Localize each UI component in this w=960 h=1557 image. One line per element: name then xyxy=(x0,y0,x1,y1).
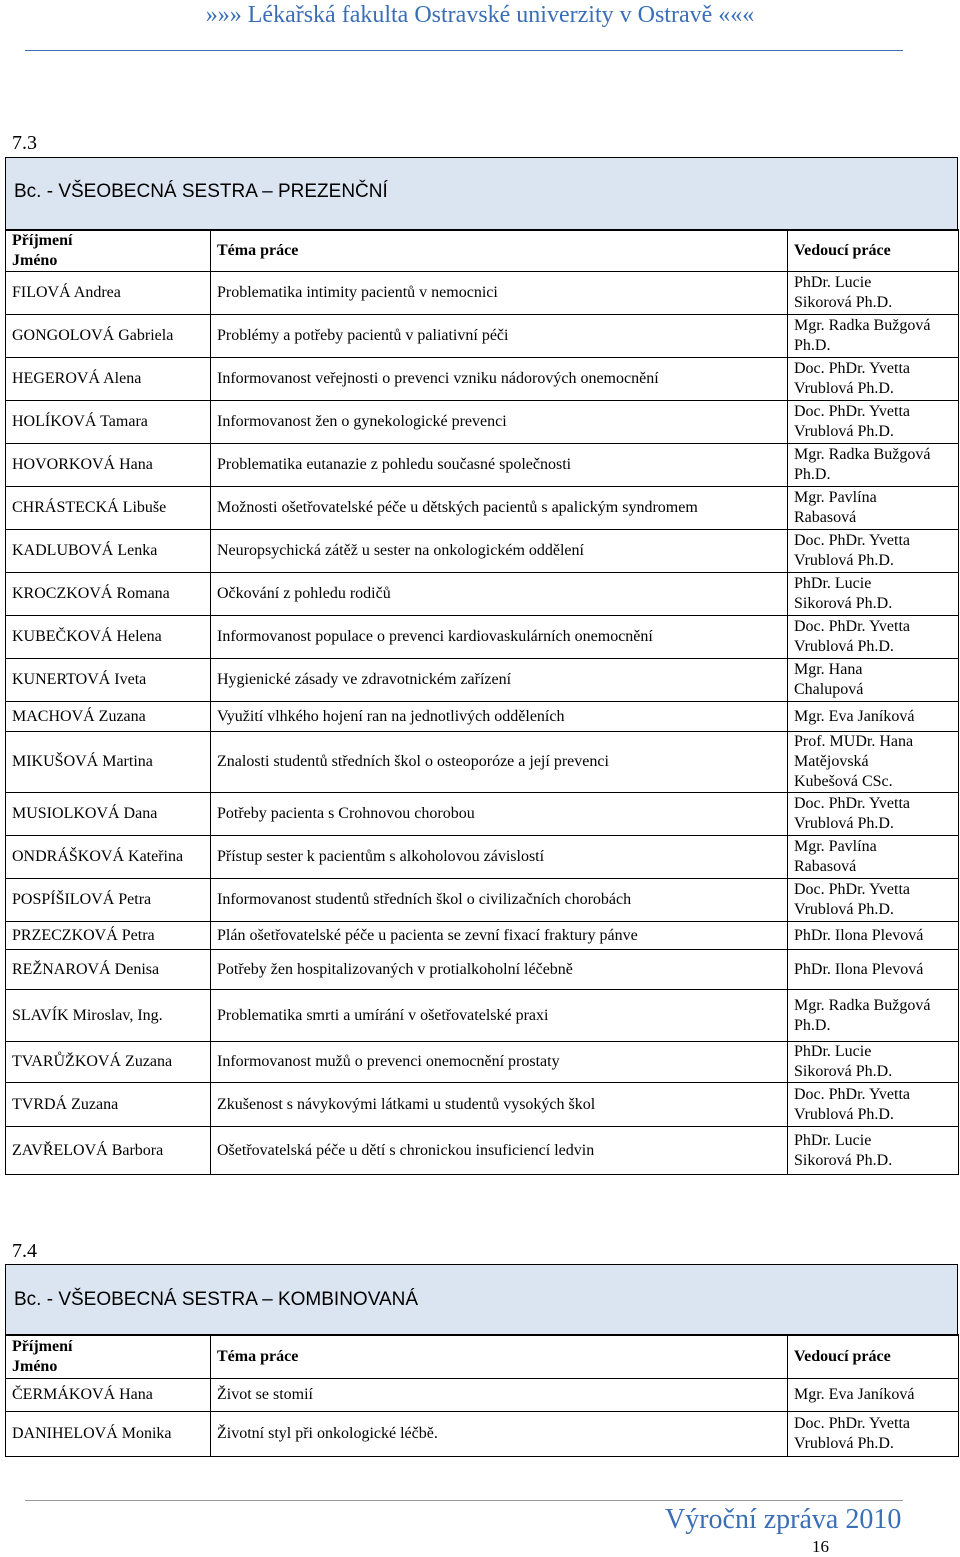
supervisor-line: PhDr. Lucie xyxy=(794,274,872,291)
supervisor-line: Sikorová Ph.D. xyxy=(794,1063,893,1080)
section-title: Bc. - VŠEOBECNÁ SESTRA – KOMBINOVANÁ xyxy=(14,1289,419,1310)
student-name: SLAVÍK Miroslav, Ing. xyxy=(6,990,211,1042)
table-row xyxy=(6,272,959,315)
supervisor-line: Mgr. Pavlína xyxy=(794,838,877,855)
supervisor-line: Sikorová Ph.D. xyxy=(794,595,893,612)
table-row xyxy=(6,444,959,487)
supervisor-line: PhDr. Lucie xyxy=(794,575,872,592)
supervisor-line: Vrublová Ph.D. xyxy=(794,901,894,918)
table-row xyxy=(6,950,959,990)
student-name: CHRÁSTECKÁ Libuše xyxy=(6,487,211,530)
thesis-topic: Neuropsychická zátěž u sester na onkologickém oddělení xyxy=(211,530,788,573)
section-title-box xyxy=(5,1264,958,1336)
thesis-topic: Život se stomií xyxy=(211,1379,788,1412)
student-name: HEGEROVÁ Alena xyxy=(6,358,211,401)
report-title: Výroční zpráva 2010 xyxy=(665,1504,902,1535)
table-row xyxy=(6,732,959,793)
table-row xyxy=(6,990,959,1042)
student-name: KUBEČKOVÁ Helena xyxy=(6,616,211,659)
supervisor xyxy=(788,1412,959,1457)
supervisor-line: Mgr. Eva Janíková xyxy=(794,1386,915,1403)
table-row xyxy=(6,793,959,836)
student-name: ČERMÁKOVÁ Hana xyxy=(6,1379,211,1412)
supervisor-line: Doc. PhDr. Yvetta xyxy=(794,532,911,549)
thesis-topic: Informovanost populace o prevenci kardiovaskulárních onemocnění xyxy=(211,616,788,659)
table-row xyxy=(6,879,959,922)
supervisor xyxy=(788,793,959,836)
page-number: 16 xyxy=(812,1537,829,1556)
supervisor xyxy=(788,950,959,990)
supervisor xyxy=(788,315,959,358)
student-name: KUNERTOVÁ Iveta xyxy=(6,659,211,702)
supervisor-line: Chalupová xyxy=(794,681,864,698)
supervisor-line: Mgr. Eva Janíková xyxy=(794,707,915,725)
student-name: POSPÍŠILOVÁ Petra xyxy=(6,879,211,922)
student-name: FILOVÁ Andrea xyxy=(6,272,211,315)
table-row xyxy=(6,922,959,950)
supervisor-line: Vrublová Ph.D. xyxy=(794,423,894,440)
supervisor xyxy=(788,1379,959,1412)
column-header-supervisor: Vedoucí práce xyxy=(788,1335,959,1379)
table-row xyxy=(6,573,959,616)
column-header-surname: Příjmení xyxy=(12,1337,73,1355)
column-header-firstname: Jméno xyxy=(12,251,58,269)
thesis-topic: Problematika intimity pacientů v nemocnici xyxy=(211,272,788,315)
table-row xyxy=(6,1127,959,1175)
footer-rule xyxy=(25,1500,903,1501)
supervisor xyxy=(788,1042,959,1083)
theses-table-prezencni xyxy=(5,229,959,1175)
supervisor-line: Ph.D. xyxy=(794,466,831,483)
supervisor-line: Doc. PhDr. Yvetta xyxy=(794,618,911,635)
supervisor-line: Ph.D. xyxy=(794,337,831,354)
student-name: KADLUBOVÁ Lenka xyxy=(6,530,211,573)
supervisor-line: Vrublová Ph.D. xyxy=(794,815,894,832)
student-name: TVARŮŽKOVÁ Zuzana xyxy=(6,1042,211,1083)
section-title-box xyxy=(5,157,958,231)
supervisor xyxy=(788,487,959,530)
student-name: REŽNAROVÁ Denisa xyxy=(6,950,211,990)
header-rule xyxy=(25,50,903,51)
table-row xyxy=(6,616,959,659)
supervisor-line: Doc. PhDr. Yvetta xyxy=(794,1415,911,1432)
faculty-header: »»» Lékařská fakulta Ostravské univerzity v Ostravě ««« xyxy=(205,2,755,28)
supervisor-line: Sikorová Ph.D. xyxy=(794,1151,893,1169)
table-row xyxy=(6,836,959,879)
supervisor-line: PhDr. Ilona Plevová xyxy=(794,960,924,978)
table-row xyxy=(6,401,959,444)
supervisor-line: Vrublová Ph.D. xyxy=(794,380,894,397)
student-name: HOLÍKOVÁ Tamara xyxy=(6,401,211,444)
theses-table-kombinovana xyxy=(5,1334,959,1457)
supervisor xyxy=(788,702,959,732)
supervisor-line: Doc. PhDr. Yvetta xyxy=(794,360,911,377)
supervisor-line: Matějovská xyxy=(794,753,869,770)
thesis-topic: Zkušenost s návykovými látkami u studentů vysokých škol xyxy=(211,1083,788,1127)
supervisor xyxy=(788,732,959,793)
supervisor xyxy=(788,922,959,950)
supervisor-line: PhDr. Lucie xyxy=(794,1043,872,1060)
column-header-surname: Příjmení xyxy=(12,231,73,249)
student-name: ONDRÁŠKOVÁ Kateřina xyxy=(6,836,211,879)
supervisor xyxy=(788,573,959,616)
table-header-row xyxy=(6,1335,959,1379)
thesis-topic: Ošetřovatelská péče u dětí s chronickou insuficiencí ledvin xyxy=(211,1127,788,1175)
thesis-topic: Plán ošetřovatelské péče u pacienta se zevní fixací fraktury pánve xyxy=(211,922,788,950)
supervisor xyxy=(788,879,959,922)
supervisor-line: Rabasová xyxy=(794,858,857,875)
column-header-name xyxy=(6,230,211,272)
table-row xyxy=(6,530,959,573)
table-row xyxy=(6,315,959,358)
supervisor-line: Doc. PhDr. Yvetta xyxy=(794,795,911,812)
supervisor-line: Mgr. Radka Bužgová xyxy=(794,996,931,1014)
student-name: MACHOVÁ Zuzana xyxy=(6,702,211,732)
column-header-topic: Téma práce xyxy=(211,1335,788,1379)
supervisor-line: Vrublová Ph.D. xyxy=(794,1105,894,1123)
student-name: DANIHELOVÁ Monika xyxy=(6,1412,211,1457)
thesis-topic: Využití vlhkého hojení ran na jednotlivých odděleních xyxy=(211,702,788,732)
thesis-topic: Potřeby pacienta s Crohnovou chorobou xyxy=(211,793,788,836)
supervisor-line: Doc. PhDr. Yvetta xyxy=(794,881,911,898)
supervisor-line: Prof. MUDr. Hana xyxy=(794,733,914,750)
supervisor xyxy=(788,616,959,659)
table-row xyxy=(6,1042,959,1083)
supervisor xyxy=(788,1083,959,1127)
supervisor-line: Vrublová Ph.D. xyxy=(794,638,894,655)
supervisor xyxy=(788,401,959,444)
thesis-topic: Informovanost veřejnosti o prevenci vzniku nádorových onemocnění xyxy=(211,358,788,401)
section-number: 7.3 xyxy=(12,132,37,154)
thesis-topic: Problémy a potřeby pacientů v paliativní péči xyxy=(211,315,788,358)
column-header-firstname: Jméno xyxy=(12,1357,58,1375)
table-row xyxy=(6,659,959,702)
thesis-topic: Informovanost studentů středních škol o civilizačních chorobách xyxy=(211,879,788,922)
table-row xyxy=(6,1083,959,1127)
supervisor xyxy=(788,990,959,1042)
column-header-topic: Téma práce xyxy=(211,230,788,272)
student-name: MIKUŠOVÁ Martina xyxy=(6,732,211,793)
student-name: GONGOLOVÁ Gabriela xyxy=(6,315,211,358)
table-row xyxy=(6,702,959,732)
supervisor xyxy=(788,659,959,702)
thesis-topic: Očkování z pohledu rodičů xyxy=(211,573,788,616)
supervisor-line: Mgr. Radka Bužgová xyxy=(794,446,931,463)
thesis-topic: Potřeby žen hospitalizovaných v protialkoholní léčebně xyxy=(211,950,788,990)
supervisor-line: PhDr. Ilona Plevová xyxy=(794,926,924,944)
supervisor xyxy=(788,444,959,487)
thesis-topic: Znalosti studentů středních škol o osteoporóze a její prevenci xyxy=(211,732,788,793)
supervisor-line: Vrublová Ph.D. xyxy=(794,1435,894,1452)
supervisor-line: Mgr. Pavlína xyxy=(794,489,877,506)
table-row xyxy=(6,487,959,530)
student-name: ZAVŘELOVÁ Barbora xyxy=(6,1127,211,1175)
thesis-topic: Problematika smrti a umírání v ošetřovatelské praxi xyxy=(211,990,788,1042)
thesis-topic: Životní styl při onkologické léčbě. xyxy=(211,1412,788,1457)
supervisor-line: Doc. PhDr. Yvetta xyxy=(794,403,911,420)
supervisor xyxy=(788,1127,959,1175)
section-number: 7.4 xyxy=(12,1240,37,1262)
thesis-topic: Přístup sester k pacientům s alkoholovou závislostí xyxy=(211,836,788,879)
supervisor-line: Sikorová Ph.D. xyxy=(794,294,893,311)
supervisor-line: PhDr. Lucie xyxy=(794,1131,872,1149)
table-row xyxy=(6,1379,959,1412)
thesis-topic: Informovanost žen o gynekologické prevenci xyxy=(211,401,788,444)
thesis-topic: Hygienické zásady ve zdravotnickém zařízení xyxy=(211,659,788,702)
column-header-supervisor: Vedoucí práce xyxy=(788,230,959,272)
supervisor-line: Vrublová Ph.D. xyxy=(794,552,894,569)
supervisor xyxy=(788,358,959,401)
supervisor-line: Mgr. Radka Bužgová xyxy=(794,317,931,334)
student-name: HOVORKOVÁ Hana xyxy=(6,444,211,487)
supervisor xyxy=(788,530,959,573)
supervisor-line: Kubešová CSc. xyxy=(794,773,893,790)
student-name: PRZECZKOVÁ Petra xyxy=(6,922,211,950)
student-name: MUSIOLKOVÁ Dana xyxy=(6,793,211,836)
thesis-topic: Možnosti ošetřovatelské péče u dětských pacientů s apalickým syndromem xyxy=(211,487,788,530)
table-header-row xyxy=(6,230,959,272)
supervisor xyxy=(788,272,959,315)
section-title: Bc. - VŠEOBECNÁ SESTRA – PREZENČNÍ xyxy=(14,181,388,202)
student-name: KROCZKOVÁ Romana xyxy=(6,573,211,616)
supervisor-line: Mgr. Hana xyxy=(794,661,863,678)
supervisor-line: Ph.D. xyxy=(794,1016,831,1034)
supervisor xyxy=(788,836,959,879)
table-row xyxy=(6,1412,959,1457)
thesis-topic: Informovanost mužů o prevenci onemocnění prostaty xyxy=(211,1042,788,1083)
column-header-name xyxy=(6,1335,211,1379)
supervisor-line: Doc. PhDr. Yvetta xyxy=(794,1085,911,1103)
thesis-topic: Problematika eutanazie z pohledu současné společnosti xyxy=(211,444,788,487)
table-row xyxy=(6,358,959,401)
supervisor-line: Rabasová xyxy=(794,509,857,526)
student-name: TVRDÁ Zuzana xyxy=(6,1083,211,1127)
